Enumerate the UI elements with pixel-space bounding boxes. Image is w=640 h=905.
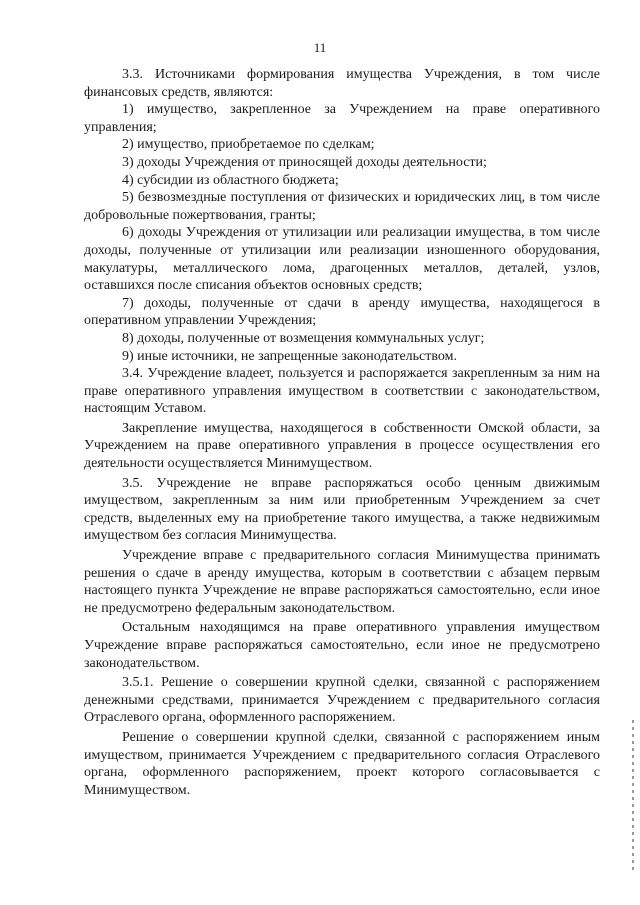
paragraph-independent-disposal: Остальным находящимся на праве оперативного управления имуществом Учреждение вправе распоряжаться самостоятельно, если иное не предусмотрено законодательством. — [84, 620, 600, 671]
list-item-4: 4) субсидии из областного бюджета; — [122, 172, 339, 188]
scan-edge-mark — [632, 720, 634, 870]
list-item-5: 5) безвозмездные поступления от физических и юридических лиц, в том числе добровольные пожертвования, гранты; — [84, 190, 600, 223]
list-item-6: 6) доходы Учреждения от утилизации или реализации имущества, в том числе доходы, полученные от утилизации или реализации изношенного оборудования, макулатуры, металлического лома, драгоценных металлов, деталей, узлов, оставшихся после списания объектов основных средств; — [84, 225, 600, 294]
list-item-8: 8) доходы, полученные от возмещения коммунальных услуг; — [122, 330, 485, 346]
paragraph-3-5-1: 3.5.1. Решение о совершении крупной сделки, связанной с распоряжением денежными средствами, принимается Учреждением с предварительного согласия Отраслевого органа, оформленного распоряжением. — [84, 675, 600, 726]
paragraph-3-5: 3.5. Учреждение не вправе распоряжаться особо ценным движимым имуществом, закрепленным за ним или приобретенным Учреждением за счет средств, выделенных ему на приобретение такого имущества, а также недвижимым имуществом без согласия Минимущества. — [84, 475, 600, 544]
paragraph-major-deal-other-property: Решение о совершении крупной сделки, связанной с распоряжением иным имуществом, принимается Учреждением с предварительного согласия Отраслевого органа, оформленного распоряжением, проект которого согласовывается с Минимуществом. — [84, 729, 600, 798]
list-item-9: 9) иные источники, не запрещенные законодательством. — [122, 348, 457, 364]
paragraph-lease-consent: Учреждение вправе с предварительного согласия Минимущества принимать решения о сдаче в аренду имущества, которым в соответствии с абзацем первым настоящего пункта Учреждение не вправе распоряжаться самостоятельно, если иное не предусмотрено федеральным законодательством. — [84, 548, 600, 616]
list-item-7: 7) доходы, полученные от сдачи в аренду имущества, находящегося в оперативном управлении Учреждения; — [84, 295, 600, 329]
list-item-3: 3) доходы Учреждения от приносящей доходы деятельности; — [122, 154, 487, 170]
document-body — [84, 66, 600, 799]
page-number: 11 — [313, 40, 327, 55]
paragraph-assignment: Закрепление имущества, находящегося в собственности Омской области, за Учреждением на праве оперативного управления в процессе осуществления его деятельности осуществляется Минимуществом. — [84, 420, 600, 472]
paragraph-3-3: 3.3. Источниками формирования имущества Учреждения, в том числе финансовых средств, являются: — [84, 67, 600, 100]
list-item-2: 2) имущество, приобретаемое по сделкам; — [122, 137, 375, 153]
paragraph-3-4: 3.4. Учреждение владеет, пользуется и распоряжается закрепленным за ним на праве оперативного управления имуществом в соответствии с законодательством, настоящим Уставом. — [84, 366, 600, 417]
list-item-1: 1) имущество, закрепленное за Учреждением на праве оперативного управления; — [84, 102, 600, 135]
